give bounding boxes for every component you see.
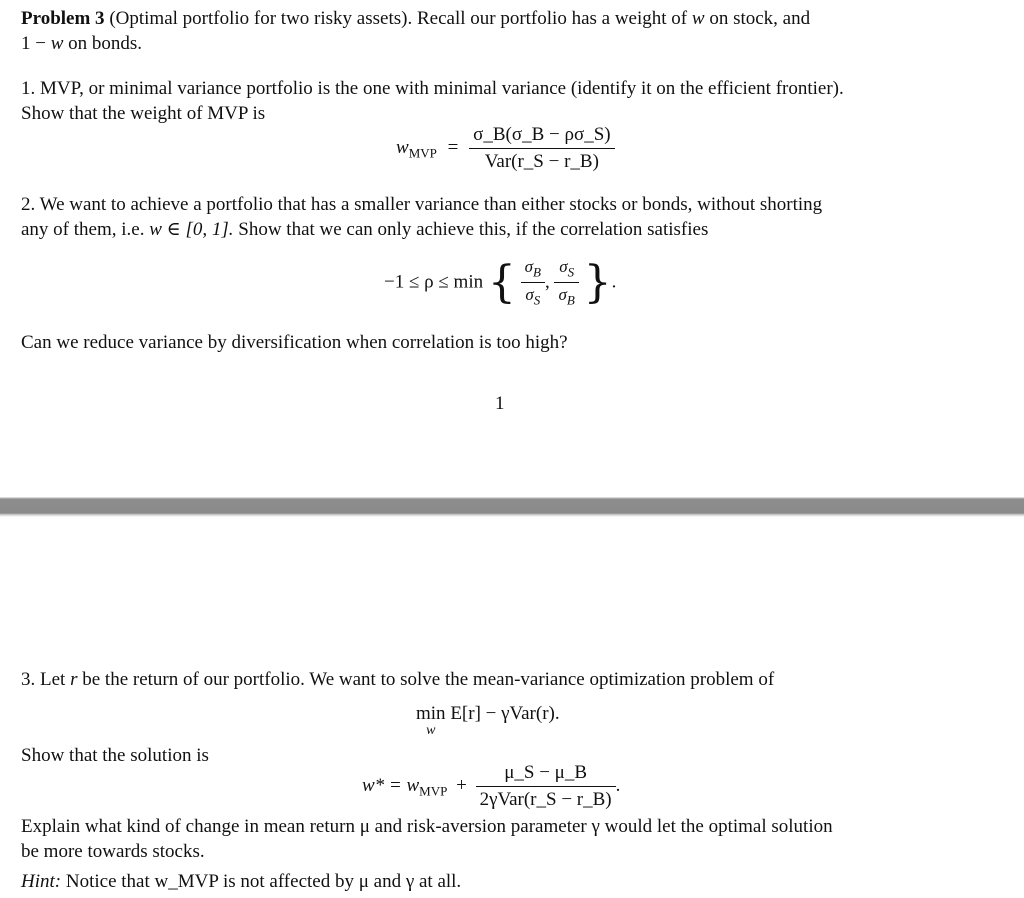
part2-line-a: 2. We want to achieve a portfolio that has a smaller variance than either stocks or bonds, without shorting <box>21 194 823 215</box>
part1-line-b: Show that the weight of MVP is <box>21 103 266 124</box>
explain-line-b: be more towards stocks. <box>21 841 205 862</box>
mvp-lhs-sub: MVP <box>408 145 437 161</box>
min-operator <box>416 703 446 737</box>
explain-text <box>21 814 996 864</box>
min-subscript: w <box>426 723 436 738</box>
part3-r: r <box>70 669 78 690</box>
intro-end: on bonds. <box>68 33 143 54</box>
part1-text <box>21 76 996 126</box>
part2-interval: w ∈ [0, 1]. <box>149 219 234 240</box>
part2-line-b-pre: any of them, i.e. <box>21 219 145 240</box>
hint <box>21 869 996 894</box>
w-symbol: w <box>691 8 705 29</box>
correlation-inequality: −1 ≤ ρ ≤ min { $\frac{\sigma_B}{\sigma_S}$ , $\frac{\sigma_S}{\sigma_B}$ }. <box>384 256 617 308</box>
page-2 <box>0 517 1024 898</box>
show-text: Show that the solution is <box>21 745 209 766</box>
mvp-numerator: σ_B(σ_B − ρσ_S) <box>473 124 611 145</box>
optimization-problem <box>416 703 560 737</box>
part2-line-b-post: Show that we can only achieve this, if the correlation satisfies <box>238 219 709 240</box>
sol-numerator: μ_S − μ_B <box>504 762 588 783</box>
page-number: 1 <box>495 393 505 414</box>
explain-line-a: Explain what kind of change in mean return μ and risk-aversion parameter γ would let the optimal solution <box>21 816 833 837</box>
right-brace: } <box>583 256 612 308</box>
mvp-lhs: w <box>396 136 409 158</box>
part2-text <box>21 192 996 242</box>
left-brace: { <box>487 256 516 308</box>
sol-lhs: w* = w <box>362 774 420 796</box>
part3-post: be the return of our portfolio. We want to solve the mean-variance optimization problem of <box>82 669 775 690</box>
sol-sub: MVP <box>419 783 448 799</box>
sol-denominator: 2γVar(r_S − r_B) <box>476 786 616 811</box>
mvp-denominator: Var(r_S − r_B) <box>469 148 615 173</box>
ineq-lhs: −1 ≤ ρ ≤ min <box>384 271 484 293</box>
mvp-weight-equation: $w_{MVP}$ = $\frac{\sigma\_B(\sigma\_B - \rho\sigma\_S)}{\text{Var(r\_S − r\_B)}}$ <box>396 124 615 173</box>
optimization-expression: E[r] − γVar(r). <box>450 703 560 724</box>
problem-intro <box>21 6 996 56</box>
part2-question: Can we reduce variance by diversification when correlation is too high? <box>21 332 568 353</box>
solution-equation: $w* = w_{MVP}$ + $\frac{\mu\_S - \mu\_B}{\text{2γVar(r\_S − r\_B)}}$ . <box>362 762 621 810</box>
part3-text <box>21 667 996 692</box>
problem-heading: Problem 3 <box>21 8 105 29</box>
sol-plus: + <box>456 774 467 796</box>
min-label: min <box>416 703 446 724</box>
intro-text: Recall our portfolio has a weight of <box>416 8 688 29</box>
ratio-s-b: $\frac{\sigma_S}{\sigma_B}$ <box>554 257 578 309</box>
problem-topic: (Optimal portfolio for two risky assets). <box>109 8 413 29</box>
one-minus: 1 − <box>21 33 51 54</box>
hint-text: Notice that w_MVP is not affected by μ and γ at all. <box>65 871 462 892</box>
mvp-fraction <box>469 124 615 173</box>
ratio-b-s: $\frac{\sigma_B}{\sigma_S}$ <box>521 257 545 309</box>
page-divider <box>0 497 1024 517</box>
part1-line-a: 1. MVP, or minimal variance portfolio is the one with minimal variance (identify it on the efficient frontier). <box>21 78 844 99</box>
w-symbol-2: w <box>50 33 64 54</box>
intro-mid: on stock, and <box>709 8 811 29</box>
part3-pre: 3. Let <box>21 669 66 690</box>
solution-fraction <box>476 762 616 811</box>
hint-label: Hint: <box>21 871 62 892</box>
